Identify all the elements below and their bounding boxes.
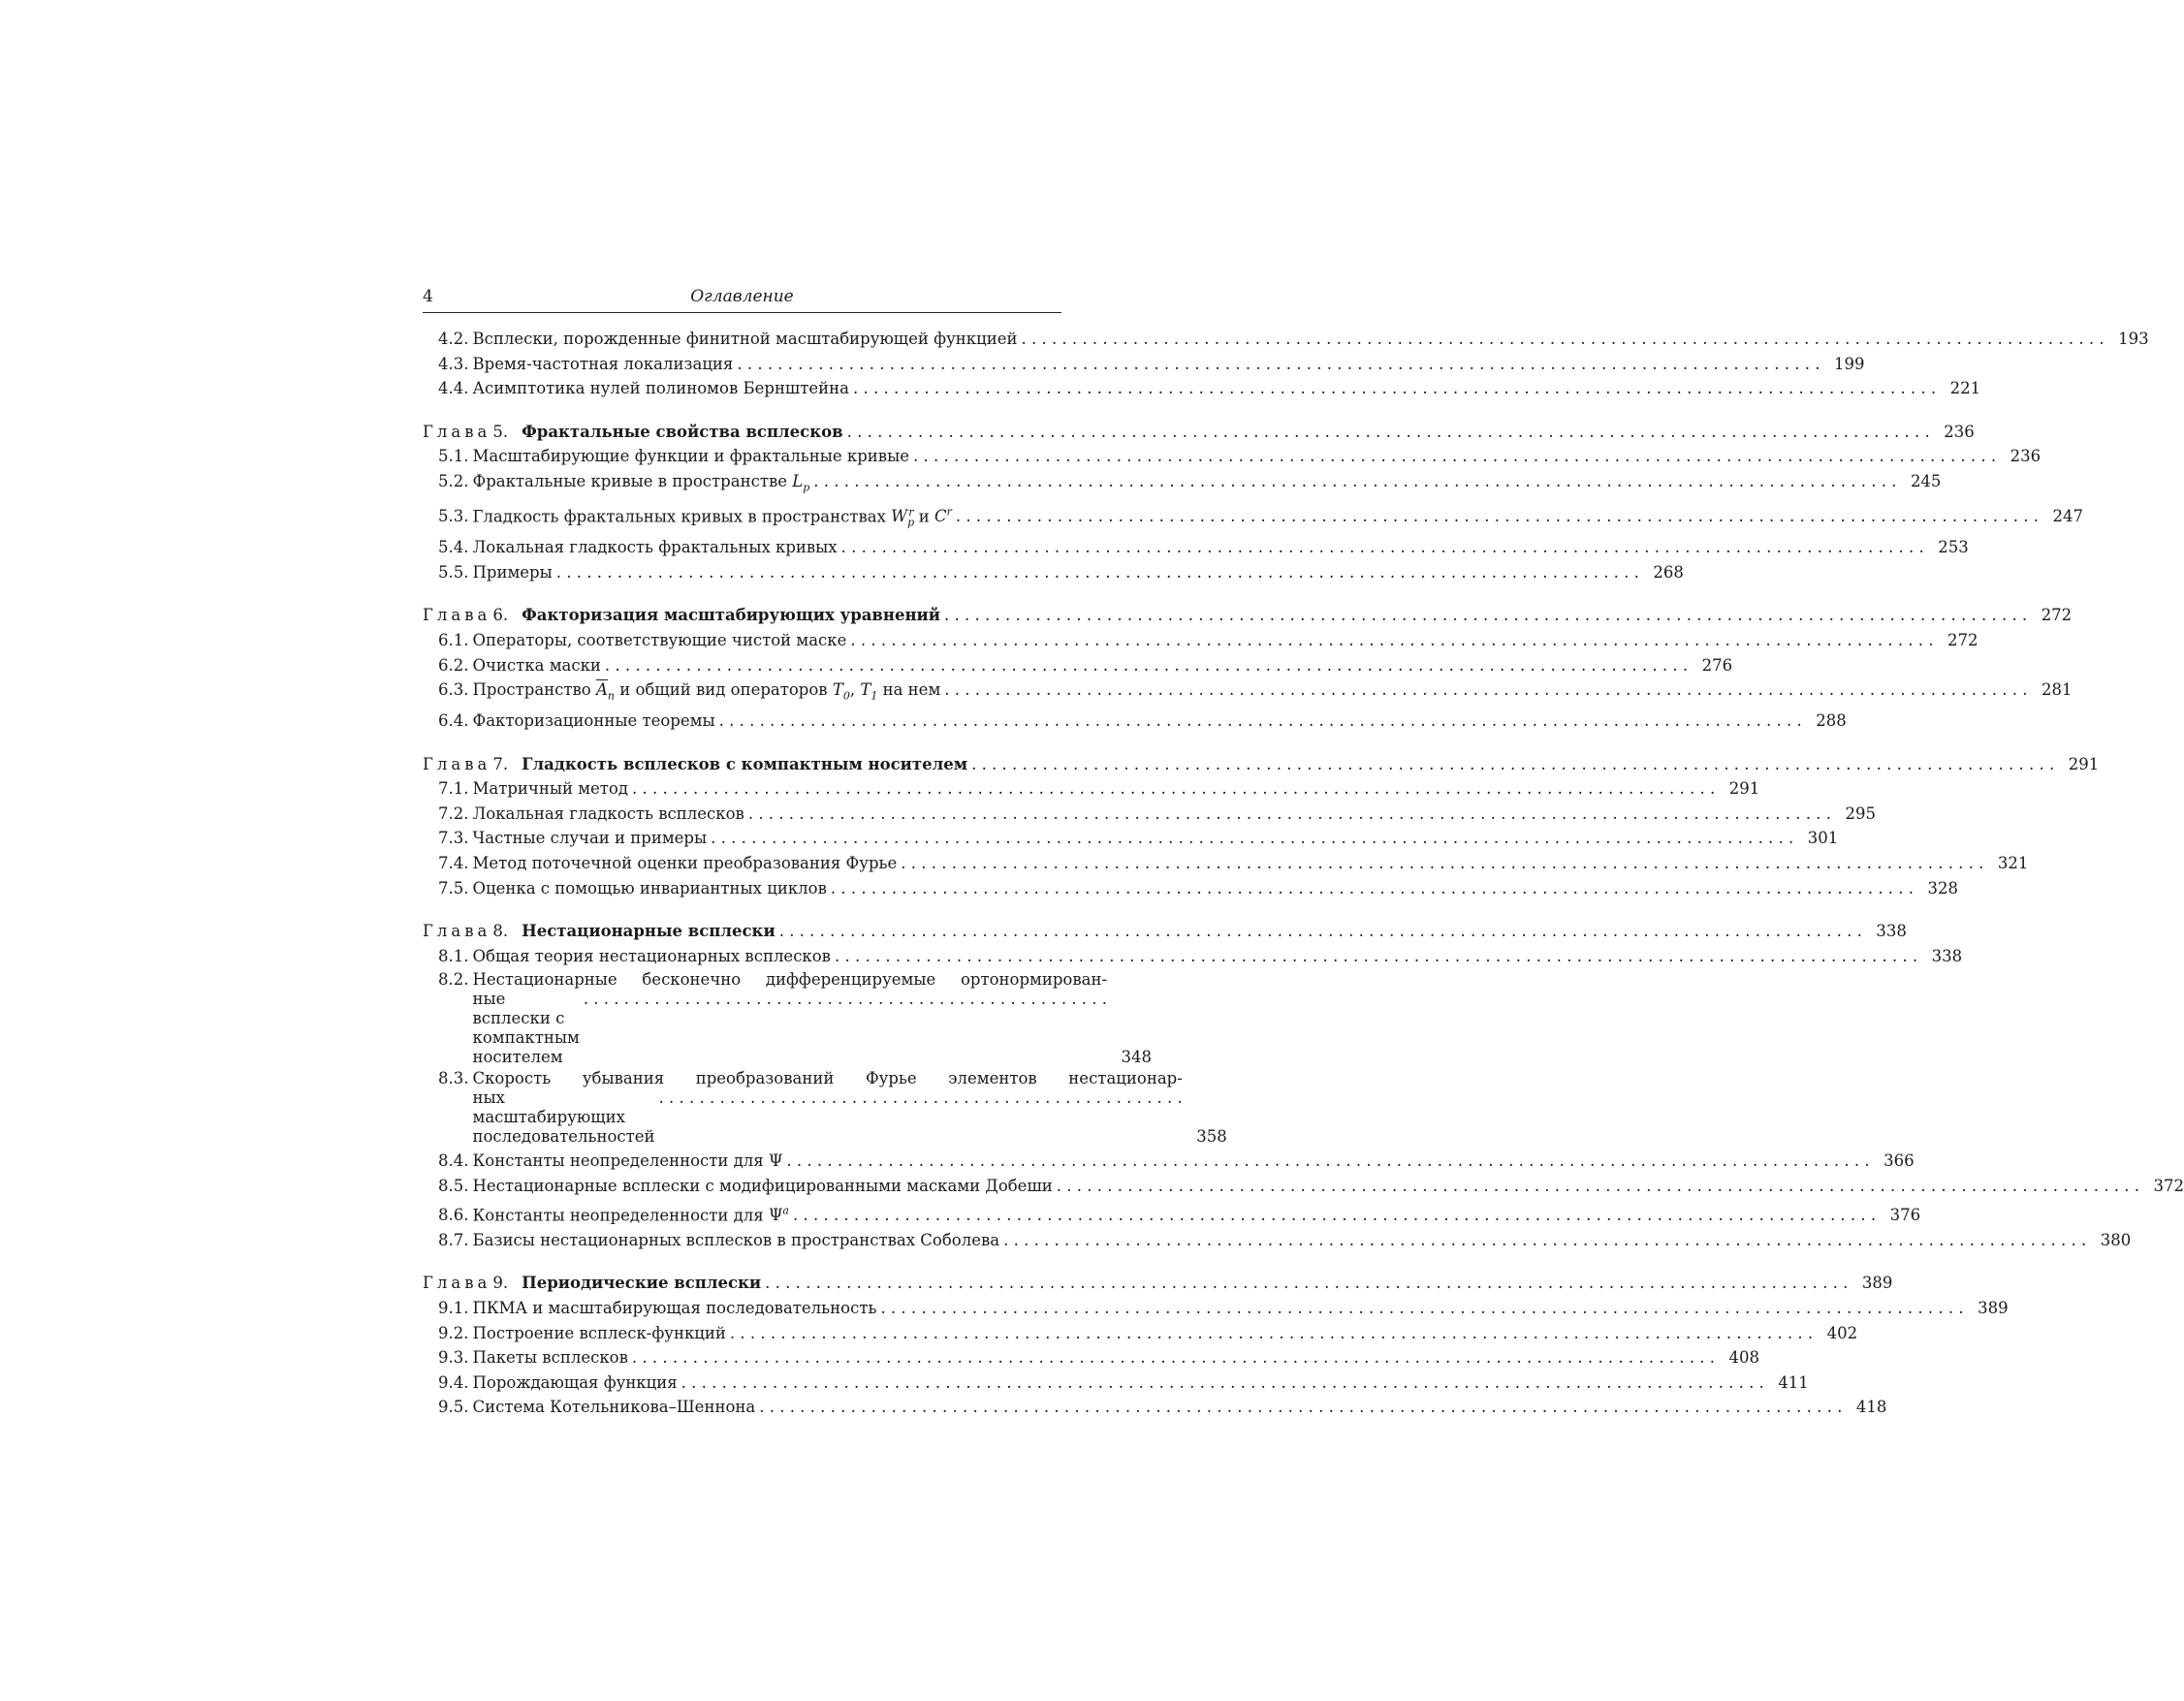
leader-dots [971,752,2054,777]
page-ref: 236 [2010,447,2042,466]
section-title-line2-text: ных масштабирующих последовательностей [472,1088,655,1147]
section-entry-text [438,327,2105,352]
toc-section-entry[interactable] [423,500,2084,535]
running-title: Оглавление [690,287,794,306]
section-entry-text [438,851,1983,876]
section-entry-text [438,560,1639,585]
toc-section-entry[interactable] [423,1174,2184,1199]
page-ref: 193 [2118,330,2149,348]
leader-dots [737,352,1820,377]
section-number: 8.5. [438,1177,469,1196]
toc-section-entry[interactable] [423,776,1760,802]
toc-section-entry[interactable] [423,970,1153,1067]
leader-dots [605,653,1688,678]
section-number: 6.1. [438,631,469,650]
section-number: 8.3. [438,1069,469,1088]
section-title-line1: Скорость убывания преобразований Фурье элементов нестационар- [472,1069,1183,1088]
leader-dots [681,1370,1764,1396]
section-title [473,1069,1183,1147]
section-title-line2 [473,1088,1183,1147]
section-number: 5.1. [438,447,469,466]
chapter-entry-text [423,420,1930,445]
page-ref: 291 [2068,754,2100,773]
toc-section-entry[interactable] [423,1228,2132,1253]
page-ref: 338 [1931,946,1963,965]
section-entry-text [438,653,1688,678]
toc-chapter-entry[interactable] [423,603,2073,628]
section-title: Оценка с помощью инвариантных циклов [472,878,827,898]
toc-section-entry[interactable] [423,1149,1915,1174]
toc-section-entry[interactable] [423,1069,1227,1147]
section-entry-text [438,802,1831,827]
section-entry-text [438,1321,1813,1346]
section-number: 8.6. [438,1206,469,1225]
section-number: 9.5. [438,1398,469,1417]
leader-dots [786,1149,1869,1174]
toc-section-entry[interactable] [423,944,1963,969]
section-title: Локальная гладкость фрактальных кривых [472,538,838,557]
leader-dots [880,1296,1963,1321]
page-ref: 199 [1834,354,1865,373]
section-number: 7.3. [438,829,469,848]
section-title: Общая теория нестационарных всплесков [472,946,831,965]
chapter-entry-text [423,752,2054,777]
section-title: Масштабирующие функции и фрактальные кривые [472,447,909,466]
toc-section-entry[interactable] [423,851,2029,876]
toc-section-entry[interactable] [423,1370,1809,1396]
toc-chapter-entry[interactable] [423,1271,1893,1296]
chapter-label: Глава [423,922,491,941]
toc-section-entry[interactable] [423,535,1969,560]
section-title: Факторизационные теоремы [472,711,715,731]
leader-dots [841,535,1924,560]
toc-section-entry[interactable] [423,469,1942,500]
section-number: 9.1. [438,1298,469,1317]
chapter-title: Нестационарные всплески [522,922,775,941]
section-number: 4.2. [438,330,469,348]
section-entry-text [438,826,1793,851]
toc-section-entry[interactable] [423,709,1847,734]
section-title: Гладкость фрактальных кривых в пространствах $W_p^r$ и $C^r$ [472,505,952,529]
section-number: 8.1. [438,946,469,965]
section-title: Пакеты всплесков [472,1348,628,1368]
leader-dots [1057,1174,2139,1199]
page-ref: 408 [1728,1348,1760,1368]
section-title: Фрактальные кривые в пространстве $L_p$ [472,471,810,494]
page-ref: 288 [1816,711,1847,731]
section-number: 9.4. [438,1372,469,1392]
page-ref: 295 [1845,803,1876,823]
section-title: ПКМА и масштабирующая последовательность [472,1298,877,1317]
section-number: 6.3. [438,680,469,700]
page-ref: 291 [1728,779,1760,799]
toc-section-entry[interactable] [423,1345,1760,1370]
chapter-label: Глава [423,606,491,625]
section-number: 8.4. [438,1151,469,1171]
table-of-contents [423,327,2184,1420]
page-number: 4 [423,287,433,306]
section-title: Асимптотика нулей полиномов Бернштейна [472,379,849,398]
page-ref: 276 [1701,655,1733,675]
section-title: Частные случаи и примеры [472,829,708,848]
section-number: 4.4. [438,379,469,398]
toc-section-entry[interactable] [423,1199,1921,1228]
page-ref: 281 [2041,680,2073,700]
section-title: Очистка маски [472,655,601,675]
section-entry-text [438,1149,1870,1174]
page-ref: 328 [1927,878,1959,898]
section-title: Нестационарные всплески с модифицированными масками Добеши [472,1177,1053,1196]
page-ref: 348 [1121,1048,1153,1067]
section-number: 7.2. [438,803,469,823]
page-ref: 272 [1947,631,1978,650]
page-ref: 358 [1196,1127,1227,1147]
section-entry-text [438,1345,1715,1370]
page-ref: 321 [1997,854,2029,873]
chapter-title: Факторизация масштабирующих уравнений [522,606,941,625]
toc-section-entry[interactable] [423,653,1733,678]
section-title: Пространство $\overline{A}_n$ и общий вид операторов $T_0$, $T_1$ на нем [472,680,941,703]
leader-dots [1003,1228,2086,1253]
chapter-title: Гладкость всплесков с компактным носителем [522,754,968,773]
leader-dots [793,1203,1876,1228]
section-title: Примеры [472,562,553,582]
page-ref: 338 [1876,922,1907,941]
toc-section-entry[interactable] [423,376,1981,401]
section-title: Локальная гладкость всплесков [472,803,744,823]
section-title: Всплески, порожденные финитной масштабирующей функцией [472,330,1018,348]
leader-dots [711,826,1793,851]
page-ref: 272 [2041,606,2073,625]
leader-dots [632,1345,1715,1370]
toc-section-entry[interactable] [423,628,1978,653]
toc-chapter-entry[interactable] [423,420,1975,445]
section-entry-text [438,1199,1876,1228]
section-entry-text [438,469,1896,500]
leader-dots [847,420,1930,445]
leader-dots [901,851,1983,876]
toc-section-entry[interactable] [423,802,1876,827]
toc-section-entry[interactable] [423,444,2042,469]
chapter-number: 5. [492,422,509,441]
chapter-title: Периодические всплески [522,1274,762,1293]
section-entry-text [438,876,1914,901]
section-title: Константы неопределенности для Ψ [472,1151,783,1171]
section-entry-text [438,500,2039,535]
leader-dots [956,504,2039,529]
chapter-label: Глава [423,1274,491,1293]
section-title: Метод поточечной оценки преобразования Фурье [472,854,898,873]
leader-dots [556,560,1639,585]
page-ref: 380 [2100,1230,2132,1249]
section-entry-text [438,444,1996,469]
leader-dots [748,802,1831,827]
section-number: 6.4. [438,711,469,731]
page-ref: 247 [2052,507,2084,526]
leader-dots [835,944,1917,969]
leader-dots [719,709,1802,734]
section-number: 5.2. [438,471,469,490]
chapter-number: 9. [492,1274,509,1293]
section-title: Константы неопределенности для $\Psi^a$ [472,1204,789,1225]
chapter-number: 8. [492,922,509,941]
chapter-number: 6. [492,606,509,625]
page-ref: 253 [1938,538,1969,557]
toc-section-entry[interactable] [423,1395,1887,1420]
leader-dots [944,677,2027,703]
section-number: 7.4. [438,854,469,873]
section-title: Порождающая функция [472,1372,678,1392]
section-entry-text [438,944,1917,969]
section-title: Время-частотная локализация [472,354,734,373]
section-number: 6.2. [438,655,469,675]
page-ref: 268 [1653,562,1684,582]
leader-dots [730,1321,1813,1346]
section-title: Базисы нестационарных всплесков в пространствах Соболева [472,1230,1000,1249]
chapter-number: 7. [492,754,509,773]
chapter-label: Глава [423,754,491,773]
toc-section-entry[interactable] [423,1321,1858,1346]
section-entry-text [438,628,1934,653]
section-number: 5.5. [438,562,469,582]
section-title: Матричный метод [472,779,629,799]
section-entry-text [438,709,1802,734]
leader-dots [1021,327,2104,352]
section-number: 9.3. [438,1348,469,1368]
leader-dots [944,603,2027,628]
chapter-entry-text [423,919,1862,944]
section-number: 7.1. [438,779,469,799]
section-title-line2-text: ные всплески с компактным носителем [472,990,580,1067]
toc-section-entry[interactable] [423,677,2073,709]
section-entry-text [438,535,1924,560]
section-title [473,970,1108,1067]
section-title: Операторы, соответствующие чистой маске [472,631,847,650]
section-number: 8.2. [438,970,469,990]
page-ref: 236 [1944,422,1975,441]
section-number: 5.3. [438,507,469,526]
leader-dots [632,776,1715,802]
section-entry-text [438,352,1820,377]
page-ref: 389 [1978,1298,2009,1317]
leader-dots [913,444,1996,469]
toc-section-entry[interactable] [423,1296,2009,1321]
chapter-title: Фрактальные свойства всплесков [522,422,843,441]
toc-chapter-entry[interactable] [423,919,1907,944]
section-title-line1: Нестационарные бесконечно дифференцируемые ортонормирован- [472,970,1108,990]
section-number: 8.7. [438,1230,469,1249]
toc-section-entry[interactable] [423,826,1839,851]
leader-dots [813,469,1896,494]
page-ref: 389 [1861,1274,1893,1293]
section-title-line2 [473,990,1108,1067]
page-ref: 366 [1883,1151,1915,1171]
page-ref: 418 [1855,1398,1887,1417]
leader-dots [584,990,1107,1009]
page-ref: 221 [1949,379,1981,398]
section-title: Построение всплеск-функций [472,1323,726,1342]
page-ref: 402 [1826,1323,1858,1342]
toc-section-entry[interactable] [423,327,2149,352]
section-number: 4.3. [438,354,469,373]
section-entry-text [438,1370,1764,1396]
section-number: 9.2. [438,1323,469,1342]
page-ref: 245 [1910,471,1942,490]
toc-section-entry[interactable] [423,876,1959,901]
leader-dots [659,1088,1183,1108]
section-entry-text [438,776,1715,802]
leader-dots [850,628,1933,653]
chapter-entry-text [423,1271,1848,1296]
page-ref: 301 [1807,829,1839,848]
section-entry-text [438,1228,2086,1253]
section-entry-text [438,1174,2139,1199]
toc-section-entry[interactable] [423,560,1684,585]
toc-chapter-entry[interactable] [423,752,2100,777]
page-ref: 376 [1889,1206,1921,1225]
document-page [423,283,2184,1420]
leader-dots [853,376,1936,401]
page-ref: 372 [2153,1177,2184,1196]
leader-dots [759,1395,1842,1420]
chapter-label: Глава [423,422,491,441]
section-entry-text [438,1296,1964,1321]
running-header [423,283,1061,313]
leader-dots [779,919,1862,944]
section-entry-text [438,677,2027,709]
section-title: Система Котельникова–Шеннона [472,1398,756,1417]
section-number: 5.4. [438,538,469,557]
toc-section-entry[interactable] [423,352,1865,377]
leader-dots [831,876,1914,901]
chapter-entry-text [423,603,2027,628]
section-number: 7.5. [438,878,469,898]
leader-dots [765,1271,1848,1296]
section-entry-text [438,1395,1842,1420]
section-entry-text [438,376,1936,401]
page-ref: 411 [1778,1372,1809,1392]
